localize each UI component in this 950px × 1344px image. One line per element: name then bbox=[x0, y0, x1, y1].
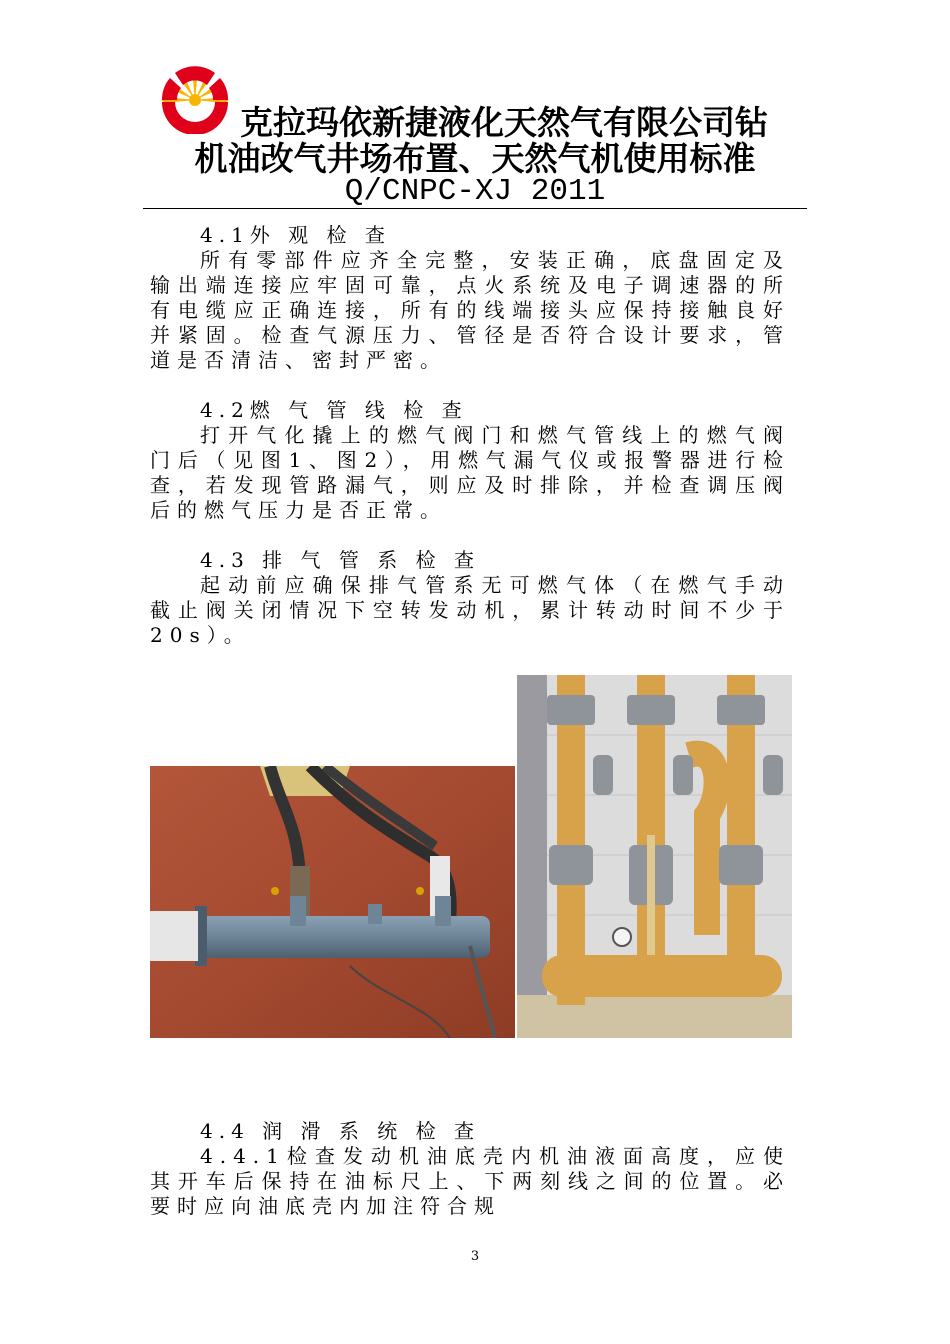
document-title-line-2: 机油改气井场布置、天然气机使用标准 bbox=[194, 139, 756, 178]
section-4-2-body: 打开气化撬上的燃气阀门和燃气管线上的燃气阀门后（见图1、图2），用燃气漏气仪或报警器进行检查，若发现管路漏气，则应及时排除，并检查调压阀后的燃气压力是否正常。 bbox=[150, 423, 790, 522]
section-4-4-heading: 4.4 润 滑 系 统 检 查 bbox=[200, 1119, 480, 1143]
section-4-4-body: 4.4.1检查发动机油底壳内机油液面高度，应使其开车后保持在油标尺上、下两刻线之间的位置。必要时应向油底壳内加注符合规 bbox=[150, 1144, 790, 1218]
gas-manifold-on-ground-photo bbox=[150, 766, 515, 1038]
standard-code: Q/CNPC-XJ 2011 bbox=[344, 174, 606, 209]
section-4-1-heading: 4.1外 观 检 查 bbox=[200, 223, 391, 247]
section-4-3-heading: 4.3 排 气 管 系 检 查 bbox=[200, 548, 480, 572]
yellow-pipe-manifold-with-valves-photo bbox=[517, 675, 792, 1038]
header-rule bbox=[143, 208, 807, 209]
section-4-1-body: 所有零部件应齐全完整，安装正确，底盘固定及输出端连接应牢固可靠，点火系统及电子调速器的所有电缆应正确连接，所有的线端接头应保持接触良好并紧固。检查气源压力、管径是否符合设计要求，管道是否清洁、密封严密。 bbox=[150, 248, 790, 372]
section-4-3-body: 起动前应确保排气管系无可燃气体（在燃气手动截止阀关闭情况下空转发动机，累计转动时间不少于20s）。 bbox=[150, 573, 790, 647]
page-number: 3 bbox=[470, 1249, 480, 1264]
section-4-2-heading: 4.2燃 气 管 线 检 查 bbox=[200, 398, 468, 422]
document-title-line-1: 克拉玛依新捷液化天然气有限公司钻 bbox=[240, 103, 768, 142]
